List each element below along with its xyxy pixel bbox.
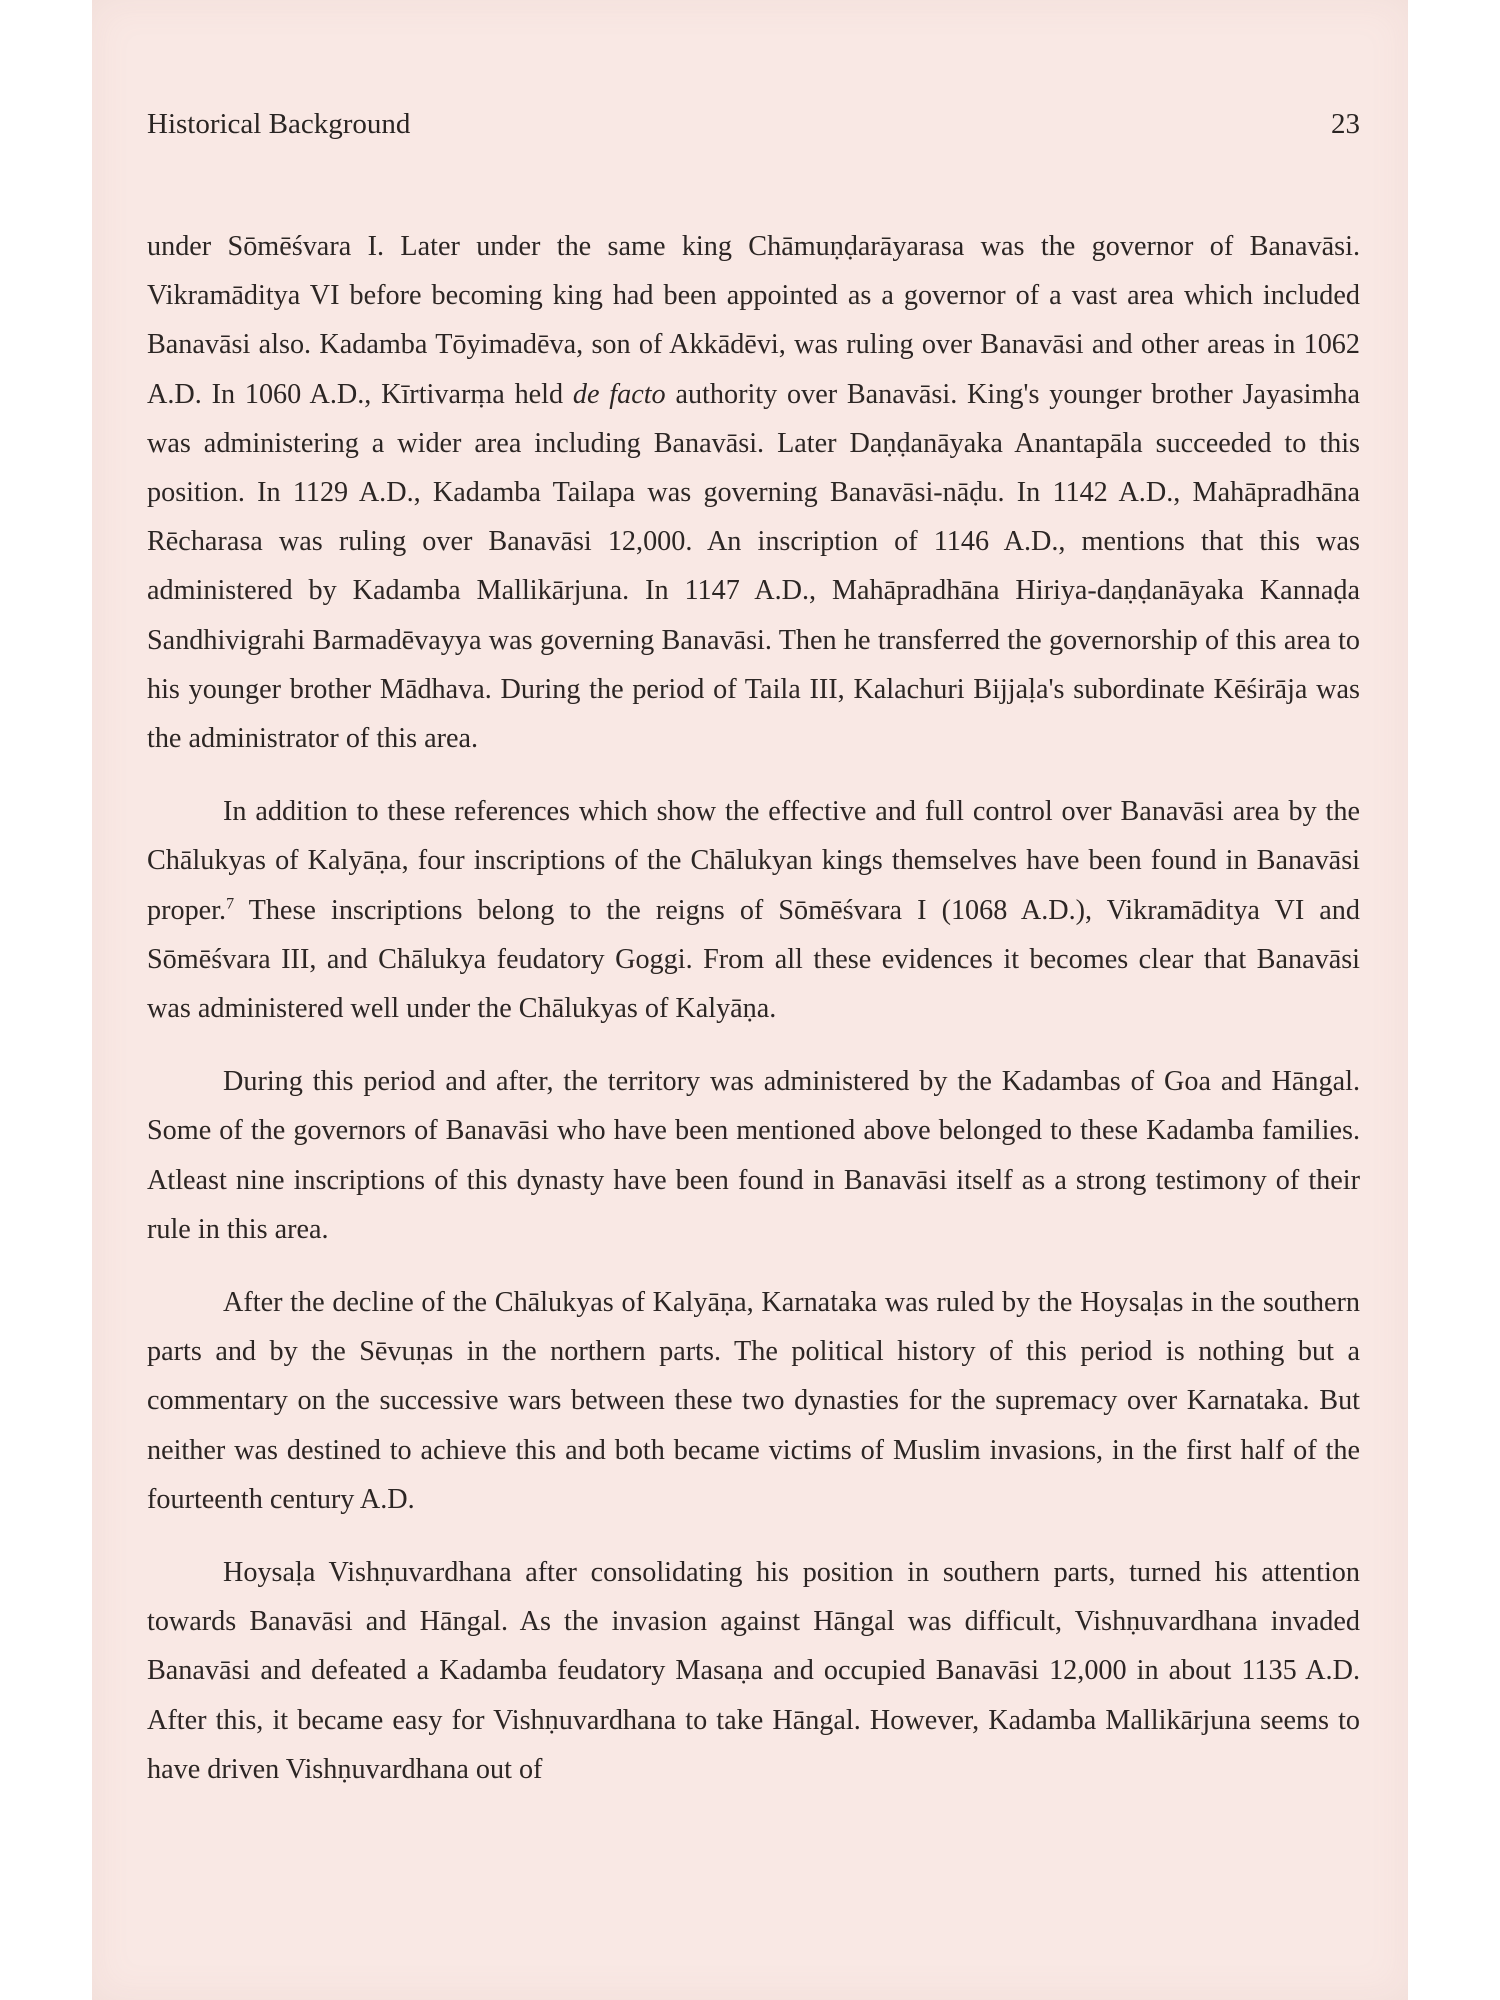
page-number: 23	[1331, 108, 1360, 140]
emphasis-text: de facto	[572, 378, 666, 410]
paragraph: under Sōmēśvara I. Later under the same king Chāmuṇḍarāyarasa was the governor of Banavāsi. Vikramāditya VI before becoming king had been appointed as a governor of a vast area which included Banavāsi also. Kadamba Tōyimadēva, son of Akkādēvi, was ruling over Banavāsi and other areas in 1062 A.D. In 1060 A.D., Kīrtivarṃa held de facto authority over Banavāsi. King's younger brother Jayasimha was administering a wider area including Banavāsi. Later Daṇḍanāyaka Anantapāla succeeded to this position. In 1129 A.D., Kadamba Tailapa was governing Banavāsi-nāḍu. In 1142 A.D., Mahāpradhāna Rēcharasa was ruling over Banavāsi 12,000. An inscription of 1146 A.D., mentions that this was administered by Kadamba Mallikārjuna. In 1147 A.D., Mahāpradhāna Hiriya-daṇḍanāyaka Kannaḍa Sandhivigrahi Barmadēvayya was governing Banavāsi. Then he transferred the governorship of this area to his younger brother Mādhava. During the period of Taila III, Kalachuri Bijjaḷa's subordinate Kēśirāja was the administrator of this area.	[147, 231, 1361, 755]
paragraph: In addition to these references which show the effective and full control over Banavāsi area by the Chālukyas of Kalyāṇa, four inscriptions of the Chālukyan kings themselves have been found in Banavāsi proper.$^7$ These inscriptions belong to the reigns of Sōmēśvara I (1068 A.D.), Vikramāditya VI and Sōmēśvara III, and Chālukya feudatory Goggi. From all these evidences it becomes clear that Banavāsi was administered well under the Chālukyas of Kalyāṇa.	[147, 796, 1360, 1025]
paragraph: After the decline of the Chālukyas of Kalyāṇa, Karnataka was ruled by the Hoysaḷas in the southern parts and by the Sēvuṇas in the northern parts. The political history of this period is nothing but a commentary on the successive wars between these two dynasties for the supremacy over Karnataka. But neither was destined to achieve this and both became victims of Muslim invasions, in the first half of the fourteenth century A.D.	[147, 1287, 1360, 1515]
chapter-title: Historical Background	[147, 108, 411, 140]
book-page	[92, 0, 1408, 2000]
paragraph: Hoysaḷa Vishṇuvardhana after consolidating his position in southern parts, turned his attention towards Banavāsi and Hāngal. As the invasion against Hāngal was difficult, Vishṇuvardhana invaded Banavāsi and defeated a Kadamba feudatory Masaṇa and occupied Banavāsi 12,000 in about 1135 A.D. After this, it became easy for Vishṇuvardhana to take Hāngal. However, Kadamba Mallikārjuna seems to have driven Vishṇuvardhana out of	[147, 1557, 1360, 1785]
running-header	[147, 108, 1360, 141]
body-text	[147, 222, 1360, 1794]
paragraph: During this period and after, the territory was administered by the Kadambas of Goa and Hāngal. Some of the governors of Banavāsi who have been mentioned above belonged to these Kadamba families. Atleast nine inscriptions of this dynasty have been found in Banavāsi itself as a strong testimony of their rule in this area.	[147, 1066, 1360, 1245]
footnote-marker: 7	[226, 895, 235, 913]
